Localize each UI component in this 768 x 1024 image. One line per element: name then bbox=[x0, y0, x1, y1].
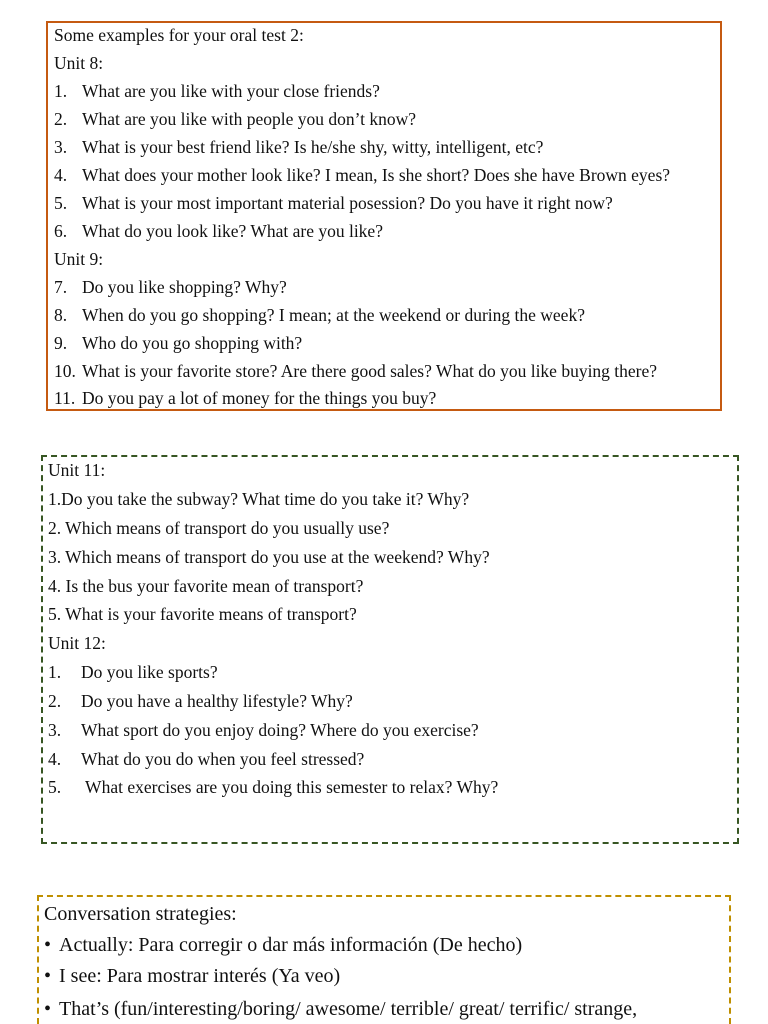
question-line: 1.Do you take the subway? What time do you take it? Why? bbox=[48, 489, 470, 509]
unit-11-heading: Unit 11: bbox=[48, 460, 106, 480]
question-text: What is your favorite store? Are there good sales? What do you like buying there? bbox=[82, 361, 658, 381]
strategy-item: Actually: Para corregir o dar más información (De hecho) bbox=[59, 934, 523, 956]
question-number: 7. bbox=[54, 277, 68, 297]
question-number: 1. bbox=[48, 662, 62, 682]
question-number: 3. bbox=[54, 137, 68, 157]
strategy-item: That’s (fun/interesting/boring/ awesome/ terrible/ great/ terrific/ strange, bbox=[59, 998, 638, 1020]
question-number: 4. bbox=[48, 749, 62, 769]
box-intro: Some examples for your oral test 2: bbox=[54, 25, 304, 45]
question-line: 2. Which means of transport do you usually use? bbox=[48, 518, 390, 538]
question-number: 4. bbox=[54, 165, 68, 185]
question-text: What are you like with people you don’t know? bbox=[82, 109, 417, 129]
question-text: Do you have a healthy lifestyle? Why? bbox=[81, 691, 353, 711]
question-line: 5. What is your favorite means of transport? bbox=[48, 604, 357, 624]
question-text: What does your mother look like? I mean, Is she short? Does she have Brown eyes? bbox=[82, 165, 671, 185]
question-text: What exercises are you doing this semester to relax? Why? bbox=[81, 777, 499, 797]
question-number: 2. bbox=[54, 109, 68, 129]
question-text: Do you pay a lot of money for the things you buy? bbox=[82, 388, 437, 408]
conversation-strategies-box bbox=[37, 895, 731, 1024]
strategies-heading: Conversation strategies: bbox=[44, 903, 237, 925]
question-line: 4. Is the bus your favorite mean of transport? bbox=[48, 576, 364, 596]
question-text: What do you do when you feel stressed? bbox=[81, 749, 365, 769]
question-text: What sport do you enjoy doing? Where do you exercise? bbox=[81, 720, 479, 740]
unit-8-9-questions-box bbox=[46, 21, 722, 411]
question-text: Do you like sports? bbox=[81, 662, 218, 682]
question-text: What do you look like? What are you like? bbox=[82, 221, 383, 241]
unit-11-12-questions-box bbox=[41, 455, 739, 844]
bullet-icon: • bbox=[44, 965, 52, 987]
question-number: 9. bbox=[54, 333, 68, 353]
bullet-icon: • bbox=[44, 998, 52, 1020]
question-text: What is your best friend like? Is he/she shy, witty, intelligent, etc? bbox=[82, 137, 544, 157]
question-number: 1. bbox=[54, 81, 68, 101]
bullet-icon: • bbox=[44, 934, 52, 956]
question-number: 5. bbox=[54, 193, 68, 213]
question-text: When do you go shopping? I mean; at the weekend or during the week? bbox=[82, 305, 585, 325]
question-number: 2. bbox=[48, 691, 62, 711]
question-text: What is your most important material posession? Do you have it right now? bbox=[82, 193, 613, 213]
question-number: 11. bbox=[54, 388, 76, 408]
question-text: Do you like shopping? Why? bbox=[82, 277, 287, 297]
unit-9-heading: Unit 9: bbox=[54, 249, 104, 269]
unit-8-heading: Unit 8: bbox=[54, 53, 104, 73]
question-text: What are you like with your close friends? bbox=[82, 81, 380, 101]
question-number: 6. bbox=[54, 221, 68, 241]
question-number: 5. bbox=[48, 777, 62, 797]
question-text: Who do you go shopping with? bbox=[82, 333, 303, 353]
strategy-item: I see: Para mostrar interés (Ya veo) bbox=[59, 965, 341, 987]
question-line: 3. Which means of transport do you use at the weekend? Why? bbox=[48, 547, 490, 567]
question-number: 3. bbox=[48, 720, 62, 740]
question-number: 8. bbox=[54, 305, 68, 325]
unit-12-heading: Unit 12: bbox=[48, 633, 106, 653]
question-number: 10. bbox=[54, 361, 76, 381]
